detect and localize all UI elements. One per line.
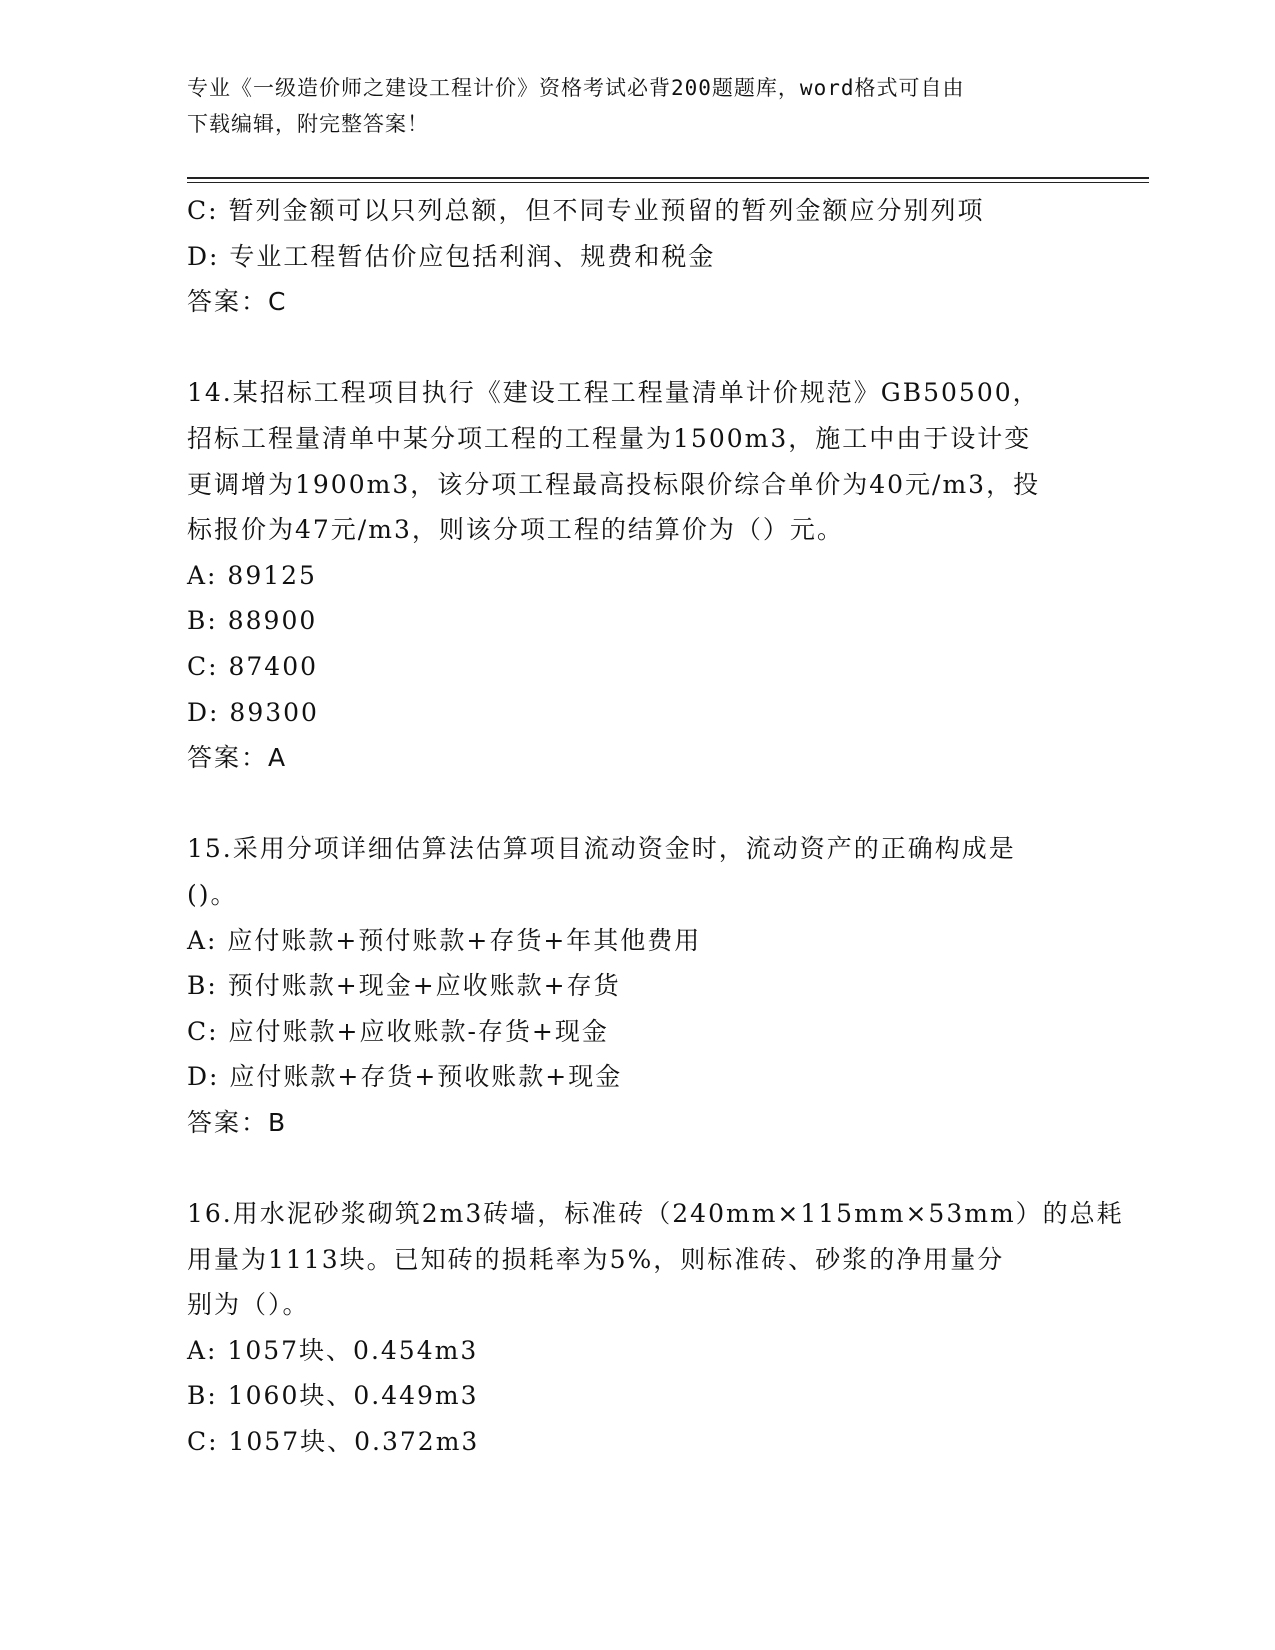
spacer xyxy=(187,781,1077,827)
question-content xyxy=(187,188,1124,1465)
option-d: D: 89300 xyxy=(187,697,319,727)
spacer xyxy=(187,1145,1077,1191)
header-rule-thick xyxy=(187,177,1149,179)
question-text-line: 别为（）。 xyxy=(187,1290,310,1320)
option-c: C: 应付账款+应收账款-存货+现金 xyxy=(187,1016,609,1046)
option-c: C: 暂列金额可以只列总额，但不同专业预留的暂列金额应分别列项 xyxy=(187,196,985,225)
question-text-line: 用量为1113块。已知砖的损耗率为5%，则标准砖、砂浆的净用量分 xyxy=(187,1244,1005,1274)
option-a: A: 应付账款+预付账款+存货+年其他费用 xyxy=(187,925,702,955)
question-text-line: 标报价为47元/m3，则该分项工程的结算价为（）元。 xyxy=(187,515,844,545)
question-text-line: 招标工程量清单中某分项工程的工程量为1500m3，施工中由于设计变 xyxy=(187,423,1032,453)
question-16 xyxy=(187,1191,1124,1465)
header-line-2: 下载编辑，附完整答案！ xyxy=(187,112,429,136)
question-text-line: 15.采用分项详细估算法估算项目流动资金时，流动资产的正确构成是 xyxy=(187,834,1016,864)
option-d: D: 专业工程暂估价应包括利润、规费和税金 xyxy=(187,241,716,271)
question-text-line: ()。 xyxy=(187,879,238,909)
question-14 xyxy=(187,370,1077,780)
spacer xyxy=(187,325,1077,371)
document-header xyxy=(187,70,1067,142)
prev-question xyxy=(187,188,1077,325)
question-text-line: 14.某招标工程项目执行《建设工程工程量清单计价规范》GB50500， xyxy=(187,378,1040,408)
option-a: A: 89125 xyxy=(187,560,317,590)
option-c: C: 1057块、0.372m3 xyxy=(187,1427,480,1457)
option-b: B: 预付账款+现金+应收账款+存货 xyxy=(187,971,621,1001)
question-text-line: 更调增为1900m3，该分项工程最高投标限价综合单价为40元/m3，投 xyxy=(187,469,1041,499)
answer: 答案：C xyxy=(187,287,288,317)
header-line-1: 专业《一级造价师之建设工程计价》资格考试必背200题题库，word格式可自由 xyxy=(187,76,965,100)
option-b: B: 88900 xyxy=(187,606,318,636)
answer: 答案：A xyxy=(187,743,288,773)
header-rule-thin xyxy=(187,182,1149,183)
question-15 xyxy=(187,826,1077,1145)
question-text-line: 16.用水泥砂浆砌筑2m3砖墙，标准砖（240mm×115mm×53mm）的总耗 xyxy=(187,1199,1124,1229)
answer: 答案：B xyxy=(187,1107,288,1137)
option-b: B: 1060块、0.449m3 xyxy=(187,1381,479,1411)
option-d: D: 应付账款+存货+预收账款+现金 xyxy=(187,1062,623,1092)
option-c: C: 87400 xyxy=(187,651,319,681)
option-a: A: 1057块、0.454m3 xyxy=(187,1335,479,1365)
